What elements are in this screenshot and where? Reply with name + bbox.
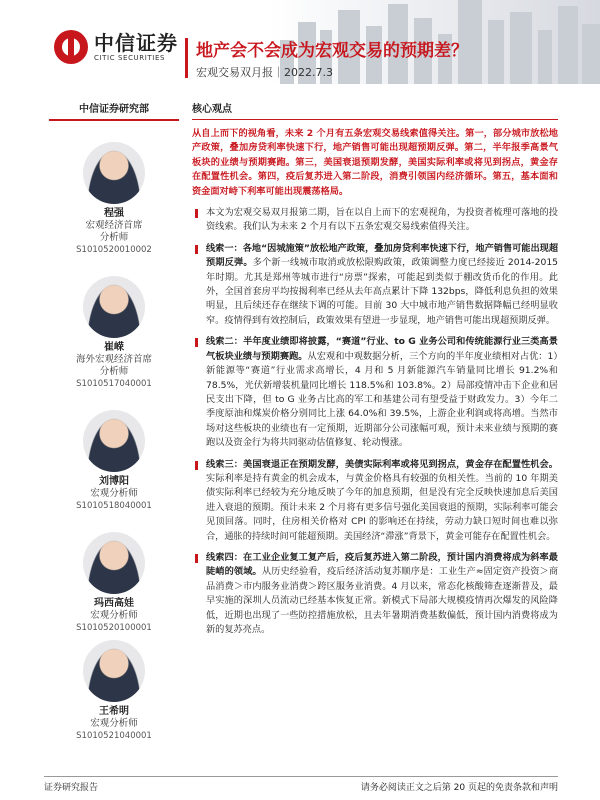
analyst-name: 程强 <box>104 208 124 219</box>
clue-text: 多个新一线城市取消或放松限购政策，政策调整力度已经接近 2014-2015 年时期。尤其是郑州等城市进行“房票”探索，可能起到类似于棚改货币化的作用。此外，全国首套房平均按揭利率已经从去年高点累计下降 132bps，降低利息负担的效果明显，且后续还存在继续下调的可能。目前 30 大中城市地产销售数据降幅已经明显收窄。疫情得到有效控制后，政策效果有望进一步显现，地产销售可能出现超预期反弹。 <box>206 257 559 326</box>
analyst-title: 海外宏观经济首席 <box>75 354 152 365</box>
intro-paragraph <box>192 206 558 235</box>
analyst-title: 宏观分析师 <box>90 488 138 499</box>
avatar <box>83 142 145 204</box>
analyst-card <box>44 532 184 634</box>
analyst-title: 分析师 <box>99 232 129 243</box>
analyst-name: 玛西高娃 <box>94 598 134 609</box>
analyst-title: 分析师 <box>99 366 129 377</box>
logo-english-name: CITIC SECURITIES <box>94 54 166 62</box>
clue-paragraph <box>192 242 558 328</box>
report-header <box>0 0 600 84</box>
core-summary: 从自上而下的视角看，未来 2 个月有五条宏观交易线索值得关注。第一，部分城市放松地产政策，叠加房贷利率快速下行，地产销售可能出现超预期反弹。第二，半年报季高景气板块的业绩与预期赛跑。第三，美国衰退预期发酵，美国实际利率或将见到拐点，黄金存在配置性机会。第四，疫后复苏进入第二阶段，消费引领国内经济循环。第五，基本面和资金面对峙下利率可能出现震荡格局。 <box>192 128 558 197</box>
analyst-title: 宏观分析师 <box>90 718 138 729</box>
clue-text: 从历史经验看，疫后经济活动复苏顺序是：工业生产≈固定资产投资＞商品消费＞市内服务业消费＞跨区服务业消费。4 月以来，常态化核酸筛查逐渐普及，最早实施的深圳人员流动已经基本恢复正常。新模式下局部大规模疫情再次爆发的风险降低，近期也出现了一些防控措施放松，且去年暑期消费基数偏低，预计国内消费将成为新的复苏亮点。 <box>206 566 559 635</box>
clue-heading: 线索四：在工业企业复工复产后，疫后复苏进入第二阶段，预计国内消费将成为斜率最陡峭的领域。 <box>206 551 558 578</box>
analyst-card <box>44 410 184 512</box>
analyst-card <box>44 142 184 256</box>
clue-text: 从宏观和中观数据分析，三个方向的半年度业绩相对占优：1）新能源等“赛道”行业需求高增长，4 月和 5 月新能源汽车销量同比增长 91.2%和 78.5%，光伏新增装机量同比增长 118.5%和 103.8%。2）局部疫情冲击下企业和居民支出下降，但 to G 业务占比高的军工和基建公司有望受益于财政发力。3）今年二季度原油和煤炭价格分别同比上涨 64.0%和 39.5%，上游企业利润或将高增。当然市场对这些板块的业绩也有一定预期，近期部分公司涨幅可观，预计未来业绩与预期的赛跑以及资金行为将共同驱动估值修复、轮动慢涨。 <box>206 350 559 449</box>
core-views-heading: 核心观点 <box>192 100 558 120</box>
analyst-license-id: S1010520100001 <box>76 623 152 633</box>
intro-text: 本文为宏观交易双月报第二期，旨在以自上而下的宏观视角，为投资者梳理可落地的投资线索。我们认为未来 2 个月有以下五条宏观交易线索值得关注。 <box>206 207 558 233</box>
analyst-license-id: S1010517040001 <box>76 379 152 389</box>
report-subtitle: 宏观交易双月报｜2022.7.3 <box>196 66 333 79</box>
avatar <box>83 640 145 702</box>
analyst-title: 宏观分析师 <box>90 610 138 621</box>
analyst-card <box>44 640 184 742</box>
clue-paragraph <box>192 335 558 450</box>
clue-paragraph <box>192 458 558 544</box>
analyst-license-id: S1010520010002 <box>76 245 152 255</box>
avatar <box>83 410 145 472</box>
analyst-title: 宏观经济首席 <box>85 220 143 231</box>
institute-name: 中信证券研究部 <box>49 100 179 121</box>
logo-chinese-name: 中信证券 <box>94 31 178 55</box>
footer-disclaimer-note: 请务必阅读正文之后第 20 页起的免责条款和声明 <box>360 783 558 793</box>
avatar <box>83 276 145 338</box>
analyst-name: 王希明 <box>99 706 129 717</box>
footer-report-type: 证券研究报告 <box>44 783 99 793</box>
clue-heading: 线索一：各地“因城施策”放松地产政策，叠加房贷利率快速下行，地产销售可能出现超预期反弹。 <box>206 242 559 269</box>
citic-emblem-icon <box>54 30 88 64</box>
analyst-license-id: S1010518040001 <box>76 501 152 511</box>
core-views-column <box>192 100 558 637</box>
clue-heading: 线索二：半年度业绩即将披露，“赛道”行业、to G 业务公司和传统能源行业三类高景气板块业绩与预期赛跑。 <box>206 336 558 362</box>
avatar <box>83 532 145 594</box>
clue-paragraph <box>192 551 558 637</box>
analyst-column <box>44 100 184 121</box>
clue-text: 实际利率是持有黄金的机会成本，与黄金价格具有较强的负相关性。当前的 10 年期美债实际利率已经较为充分地反映了今年的加息预期，但是没有完全反映快速加息后美国进入衰退的预期。预计未来 2 个月将有更多信号强化美国衰退的预期，实际利率可能会见顶回落。同时，住房相关价格对 CPI 的影响还在持续，劳动力缺口短时间也难以弥合，通胀的持续时间可能超预期。美国经济“滞涨”背景下，黄金可能存在配置性机会。 <box>206 472 558 542</box>
analyst-card <box>44 276 184 390</box>
page-footer <box>44 776 558 793</box>
analyst-license-id: S1010521040001 <box>76 731 152 741</box>
report-title: 地产会不会成为宏观交易的预期差？ <box>196 41 468 61</box>
citic-logo <box>54 30 178 64</box>
analyst-name: 崔嵘 <box>104 342 124 353</box>
clue-heading: 线索三：美国衰退正在预期发酵，美债实际利率或将见到拐点，黄金存在配置性机会。 <box>206 458 558 470</box>
analyst-name: 刘博阳 <box>99 476 129 487</box>
title-accent-bar <box>185 38 188 78</box>
